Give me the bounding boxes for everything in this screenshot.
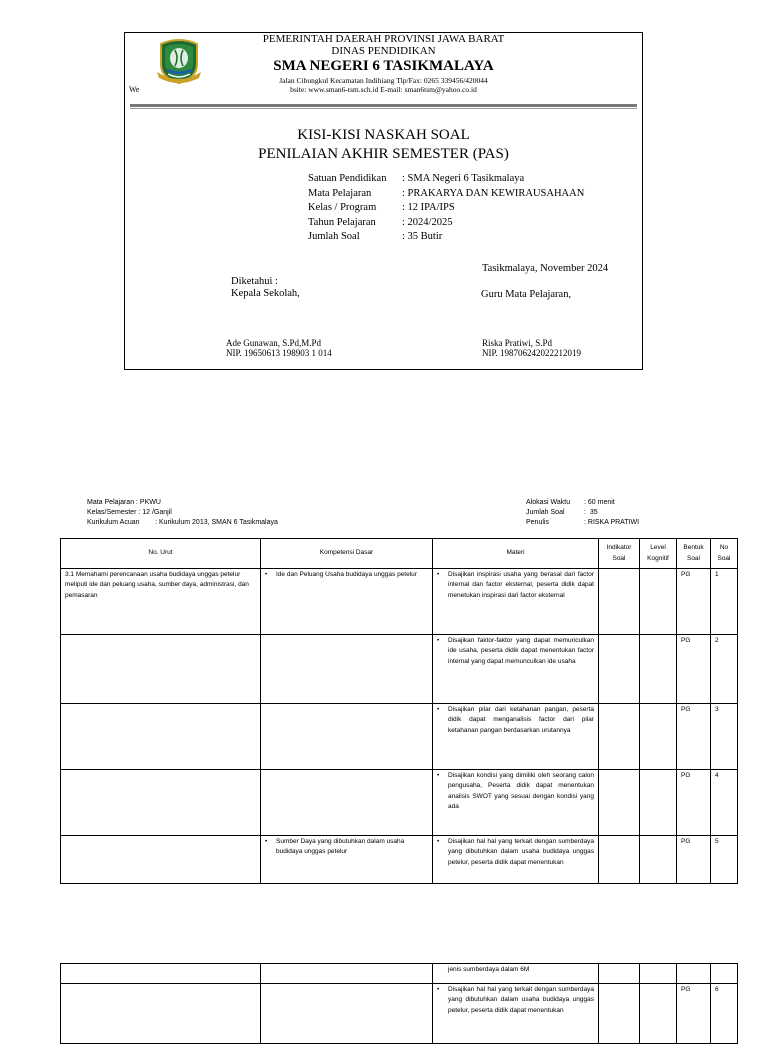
meta-count: Jumlah Soal : 35 [526,509,598,516]
meta-right [526,498,639,528]
principal-block [231,276,300,300]
info-row: Satuan Pendidikan : SMA Negeri 6 Tasikmalaya [308,173,525,184]
document-title: KISI-KISI NASKAH SOAL [297,127,470,143]
cell-bentuk: PG [677,770,711,836]
table-row [61,836,738,884]
table-row [61,770,738,836]
cell-no-soal: 6 [711,984,738,1044]
cell-materi: • Disajikan faktor-faktor yang dapat memunculkan ide usaha, peserta didik dapat menentukan factor internal yang dapat memunculkan ide usaha [433,635,599,704]
header-no-soal: No Soal [711,539,738,569]
table-row [61,964,738,984]
cover-box [124,32,643,370]
cell-bentuk: PG [677,704,711,770]
cell-kd [261,635,433,704]
cell-bentuk: PG [677,836,711,884]
kisi-kisi-table [60,538,738,884]
kepala-label: Kepala Sekolah, [231,288,300,299]
info-row: Mata Pelajaran : PRAKARYA DAN KEWIRAUSAHAAN [308,187,585,199]
cell-no-soal: 1 [711,569,738,635]
teacher-signature [482,338,581,358]
cell-materi: • Disajikan inspirasi usaha yang berasal dari factor internal dan factor eksternal, peserta didik dapat menetukan inspirasi dari factor eksternal [433,569,599,635]
cell-materi: • Disajikan hal hal yang terkait dengan sumberdaya yang dibutuhkan dalam usaha budidaya unggas petelur, peserta didik dapat menentukan [433,836,599,884]
cell-kd [261,704,433,770]
cell-no-soal: 5 [711,836,738,884]
header-indikator: Indikator Soal [599,539,640,569]
principal-name: Ade Gunawan, S.Pd,M.Pd [226,338,322,348]
cell-no-soal: 2 [711,635,738,704]
meta-class: Kelas/Semester : 12 /Ganjil [87,509,172,516]
cell-indikator [599,635,640,704]
table-row [61,984,738,1044]
cell-indikator [599,836,640,884]
meta-author: Penulis : RISKA PRATIWI [526,519,640,526]
teacher-label: Guru Mata Pelajaran, [481,289,572,300]
address-line: Jalan Cibungkul Kecamatan Indihiang Tlp/Fax: 0265 339456/420044 [279,76,488,85]
cell-level [640,836,677,884]
cell-materi: jenis sumberdaya dalam 6M [433,964,599,984]
government-line: PEMERINTAH DAERAH PROVINSI JAWA BARAT [262,33,505,45]
cell-materi: • Disajikan kondisi yang dimiliki oleh seorang calon pengusaha, Peserta didik dapat menentukan analisis SWOT yang sesuai dengan kondisi yang ada [433,770,599,836]
cell-indikator [599,704,640,770]
cell-no-urut [61,704,261,770]
letterhead-divider-thin [130,108,637,109]
we-fragment: We [129,85,140,94]
document-subtitle: PENILAIAN AKHIR SEMESTER (PAS) [258,146,509,162]
cell-no-urut: 3.1 Memahami perencanaan usaha budidaya unggas petelur meliputi ide dan peluang usaha, sumber daya, administrasi, dan pemasaran [61,569,261,635]
meta-curriculum: Kurikulum Acuan : Kurikulum 2013, SMAN 6 Tasikmalaya [87,519,278,526]
cell-level [640,704,677,770]
cell-level [640,635,677,704]
cell-no-urut [61,635,261,704]
school-name: SMA NEGERI 6 TASIKMALAYA [273,58,494,74]
table-row [61,569,738,635]
dinas-line: DINAS PENDIDIKAN [331,45,436,57]
letterhead-divider [130,104,637,107]
principal-signature [226,338,332,358]
info-row: Jumlah Soal : 35 Butir [308,231,443,242]
header-level: Level Kognitif [640,539,677,569]
cell-indikator [599,770,640,836]
cell-indikator [599,569,640,635]
teacher-name: Riska Pratiwi, S.Pd [482,338,553,348]
header-bentuk: Bentuk Soal [677,539,711,569]
document-info [308,172,584,245]
cell-kd: • Sumber Daya yang dibutuhkan dalam usaha budidaya unggas petelur [261,836,433,884]
header-kompetensi: Kompetensi Dasar [261,539,433,569]
cell-materi: • Disajikan pilar dari ketahanan pangan, peserta didik dapat menganalisis factor dari pilar ketahanan pangan berdasarkan urutannya [433,704,599,770]
kisi-kisi-table-continued [60,963,738,1044]
cell-kd [261,770,433,836]
place-date: Tasikmalaya, November 2024 [482,263,609,274]
diketahui-label: Diketahui : [231,276,278,287]
cell-no-urut [61,770,261,836]
cell-no-soal: 3 [711,704,738,770]
cell-no-soal: 4 [711,770,738,836]
cell-level [640,569,677,635]
info-row: Tahun Pelajaran : 2024/2025 [308,216,453,228]
principal-nip: NIP. 19650613 198903 1 014 [226,348,332,358]
cell-level [640,770,677,836]
header-materi: Materi [433,539,599,569]
meta-time: Alokasi Waktu : 60 menit [526,499,615,506]
cell-no-urut [61,836,261,884]
meta-left [87,498,278,528]
cell-bentuk: PG [677,569,711,635]
table-header-row [61,539,738,569]
table-row [61,704,738,770]
cell-materi: • Disajikan hal hal yang terkait dengan sumberdaya yang dibutuhkan dalam usaha budidaya unggas petelur, peserta didik dapat menentukan [433,984,599,1044]
table-row [61,635,738,704]
cell-bentuk: PG [677,984,711,1044]
meta-subject: Mata Pelajaran : PKWU [87,499,161,506]
cell-bentuk: PG [677,635,711,704]
website-line: bsite: www.sman6-tsm.sch.id E-mail: sman6tsm@yahoo.co.id [290,85,477,94]
header-no-urut: No. Urut [61,539,261,569]
teacher-nip: NIP. 198706242022212019 [482,348,582,358]
cell-kd: • Ide dan Peluang Usaha budidaya unggas petelur [261,569,433,635]
info-row: Kelas / Program : 12 IPA/IPS [308,202,455,213]
